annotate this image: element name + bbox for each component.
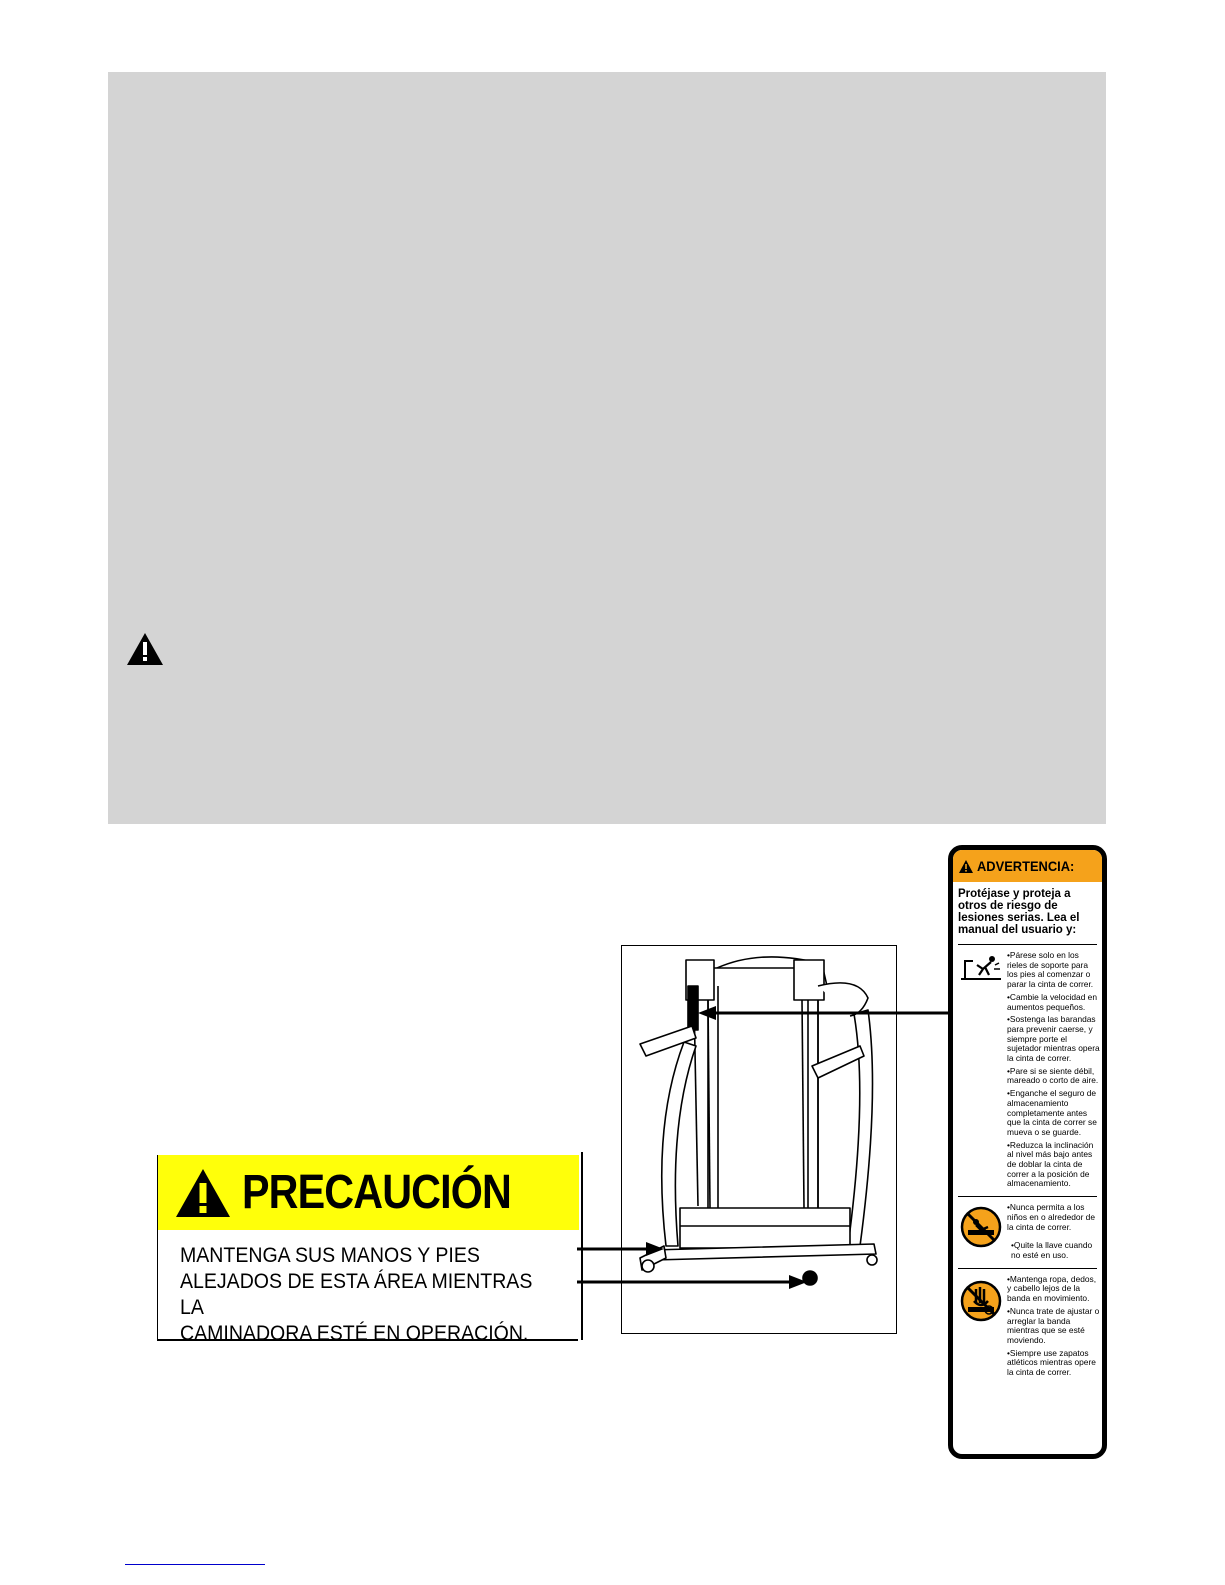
no-hands-icon bbox=[959, 1279, 1003, 1323]
warning-section-3 bbox=[953, 1269, 1102, 1378]
caution-line: MANTENGA SUS MANOS Y PIES bbox=[180, 1244, 480, 1267]
caution-line: CAMINADORA ESTÉ EN OPERACIÓN. bbox=[180, 1322, 529, 1345]
warning-triangle-icon bbox=[126, 632, 164, 666]
warning-bullet: •Cambie la velocidad en aumentos pequeños. bbox=[1007, 991, 1097, 1012]
warning-bullet: •Enganche el seguro de almacenamiento completamente antes que la cinta de correr se mueva o se guarde. bbox=[1007, 1088, 1097, 1137]
warning-triangle-icon bbox=[174, 1167, 232, 1219]
warning-bullet: •Siempre use zapatos atléticos mientras opere la cinta de correr. bbox=[1007, 1347, 1096, 1378]
footer-rule bbox=[125, 1564, 265, 1565]
caution-line: ALEJADOS DE ESTA ÁREA MIENTRAS LA bbox=[180, 1270, 533, 1319]
caution-decal bbox=[157, 1155, 578, 1345]
warning-intro: Protéjase y proteja a otros de riesgo de lesiones serias. Lea el manual del usuario y: bbox=[958, 888, 1080, 936]
warning-decal-header bbox=[953, 850, 1102, 882]
warning-bullet: •Quite la llave cuando no esté en uso. bbox=[1011, 1240, 1093, 1260]
caution-text bbox=[180, 1243, 552, 1347]
warning-section-1 bbox=[953, 945, 1102, 1189]
warning-bullet: •Sostenga las barandas para prevenir caerse, y siempre porte el sujetador mientras opera la cinta de correr. bbox=[1007, 1014, 1100, 1064]
treadmill-illustration bbox=[622, 946, 896, 1333]
warning-triangle-icon bbox=[959, 860, 973, 873]
warning-decal bbox=[948, 845, 1107, 1459]
warning-bullet: •Mantenga ropa, dedos, y cabello lejos de la banda en movimiento. bbox=[1007, 1273, 1097, 1304]
caution-title: PRECAUCIÓN bbox=[242, 1166, 511, 1219]
warning-bullet: •Nunca permita a los niños en o alrededor de la cinta de correr. bbox=[1007, 1202, 1096, 1232]
warning-bullet: •Párese solo en los rieles de soporte para los pies al comenzar o parar la cinta de correr. bbox=[1007, 950, 1094, 990]
warning-title: ADVERTENCIA: bbox=[977, 858, 1075, 874]
caution-decal-header bbox=[158, 1155, 579, 1230]
treadmill-diagram bbox=[621, 945, 897, 1334]
warning-section-2 bbox=[953, 1197, 1102, 1261]
warning-bullet: •Pare si se siente débil, mareado o corto de aire. bbox=[1007, 1065, 1099, 1086]
warning-bullet: •Nunca trate de ajustar o arreglar la banda mientras que se esté moviendo. bbox=[1007, 1305, 1100, 1345]
person-falling-icon bbox=[959, 953, 1003, 981]
no-children-icon bbox=[959, 1205, 1003, 1249]
warning-bullet: •Reduzca la inclinación al nivel más bajo antes de doblar la cinta de correr a la posición de almacenamiento. bbox=[1007, 1139, 1094, 1189]
grey-info-panel bbox=[108, 72, 1106, 824]
